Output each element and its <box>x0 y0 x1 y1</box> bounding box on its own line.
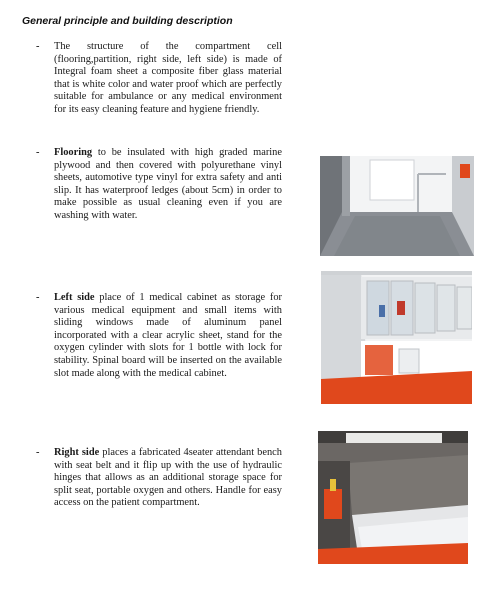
page-heading: General principle and building description <box>22 15 233 27</box>
photo-right-side-bench <box>318 431 468 564</box>
bullet-dash: - <box>36 147 40 158</box>
section-lead: Flooring <box>54 147 98 158</box>
section-left-side-text <box>54 292 282 380</box>
bullet-dash: - <box>36 41 40 52</box>
section-flooring-text <box>54 147 282 223</box>
section-body: place of 1 medical cabinet as storage for various medical equipment and small items with sliding windows made of aluminum panel incorporated with a clear acrylic sheet, stand for the oxygen cylinder with slots for 1 bottle with lock for stability. Spinal board will be inserted on the available slot made along with the medical cabinet. <box>54 292 282 379</box>
section-right-side-text <box>54 447 282 510</box>
section-lead: Left side <box>54 292 100 303</box>
section-lead: Right side <box>54 447 103 458</box>
section-structure-text <box>54 41 282 117</box>
section-body: to be insulated with high graded marine plywood and then covered with polyurethane vinyl sheets, automotive type vinyl for extra safety and anti slip. It has waterproof ledges (about 5cm) in order to make possible as usual cleaning even if you are washing with water. <box>54 147 282 221</box>
bullet-dash: - <box>36 447 40 458</box>
section-body: places a fabricated 4seater attendant bench with seat belt and it flip up with the use of hydraulic hinges that allows as an additional storage space for split seat, portable oxygen and others. Handle for easy access on the patient compartment. <box>54 447 282 509</box>
photo-flooring <box>320 156 474 256</box>
bullet-dash: - <box>36 292 40 303</box>
photo-left-side-cabinet <box>321 271 472 404</box>
section-body: The structure of the compartment cell (flooring,partition, right side, left side) is made of Integral foam sheet a composite fiber glass material that is white color and water proof which are perfectly suitable for ambulance or any medical environment for its easy cleaning feature and hygiene friendly. <box>54 41 282 115</box>
